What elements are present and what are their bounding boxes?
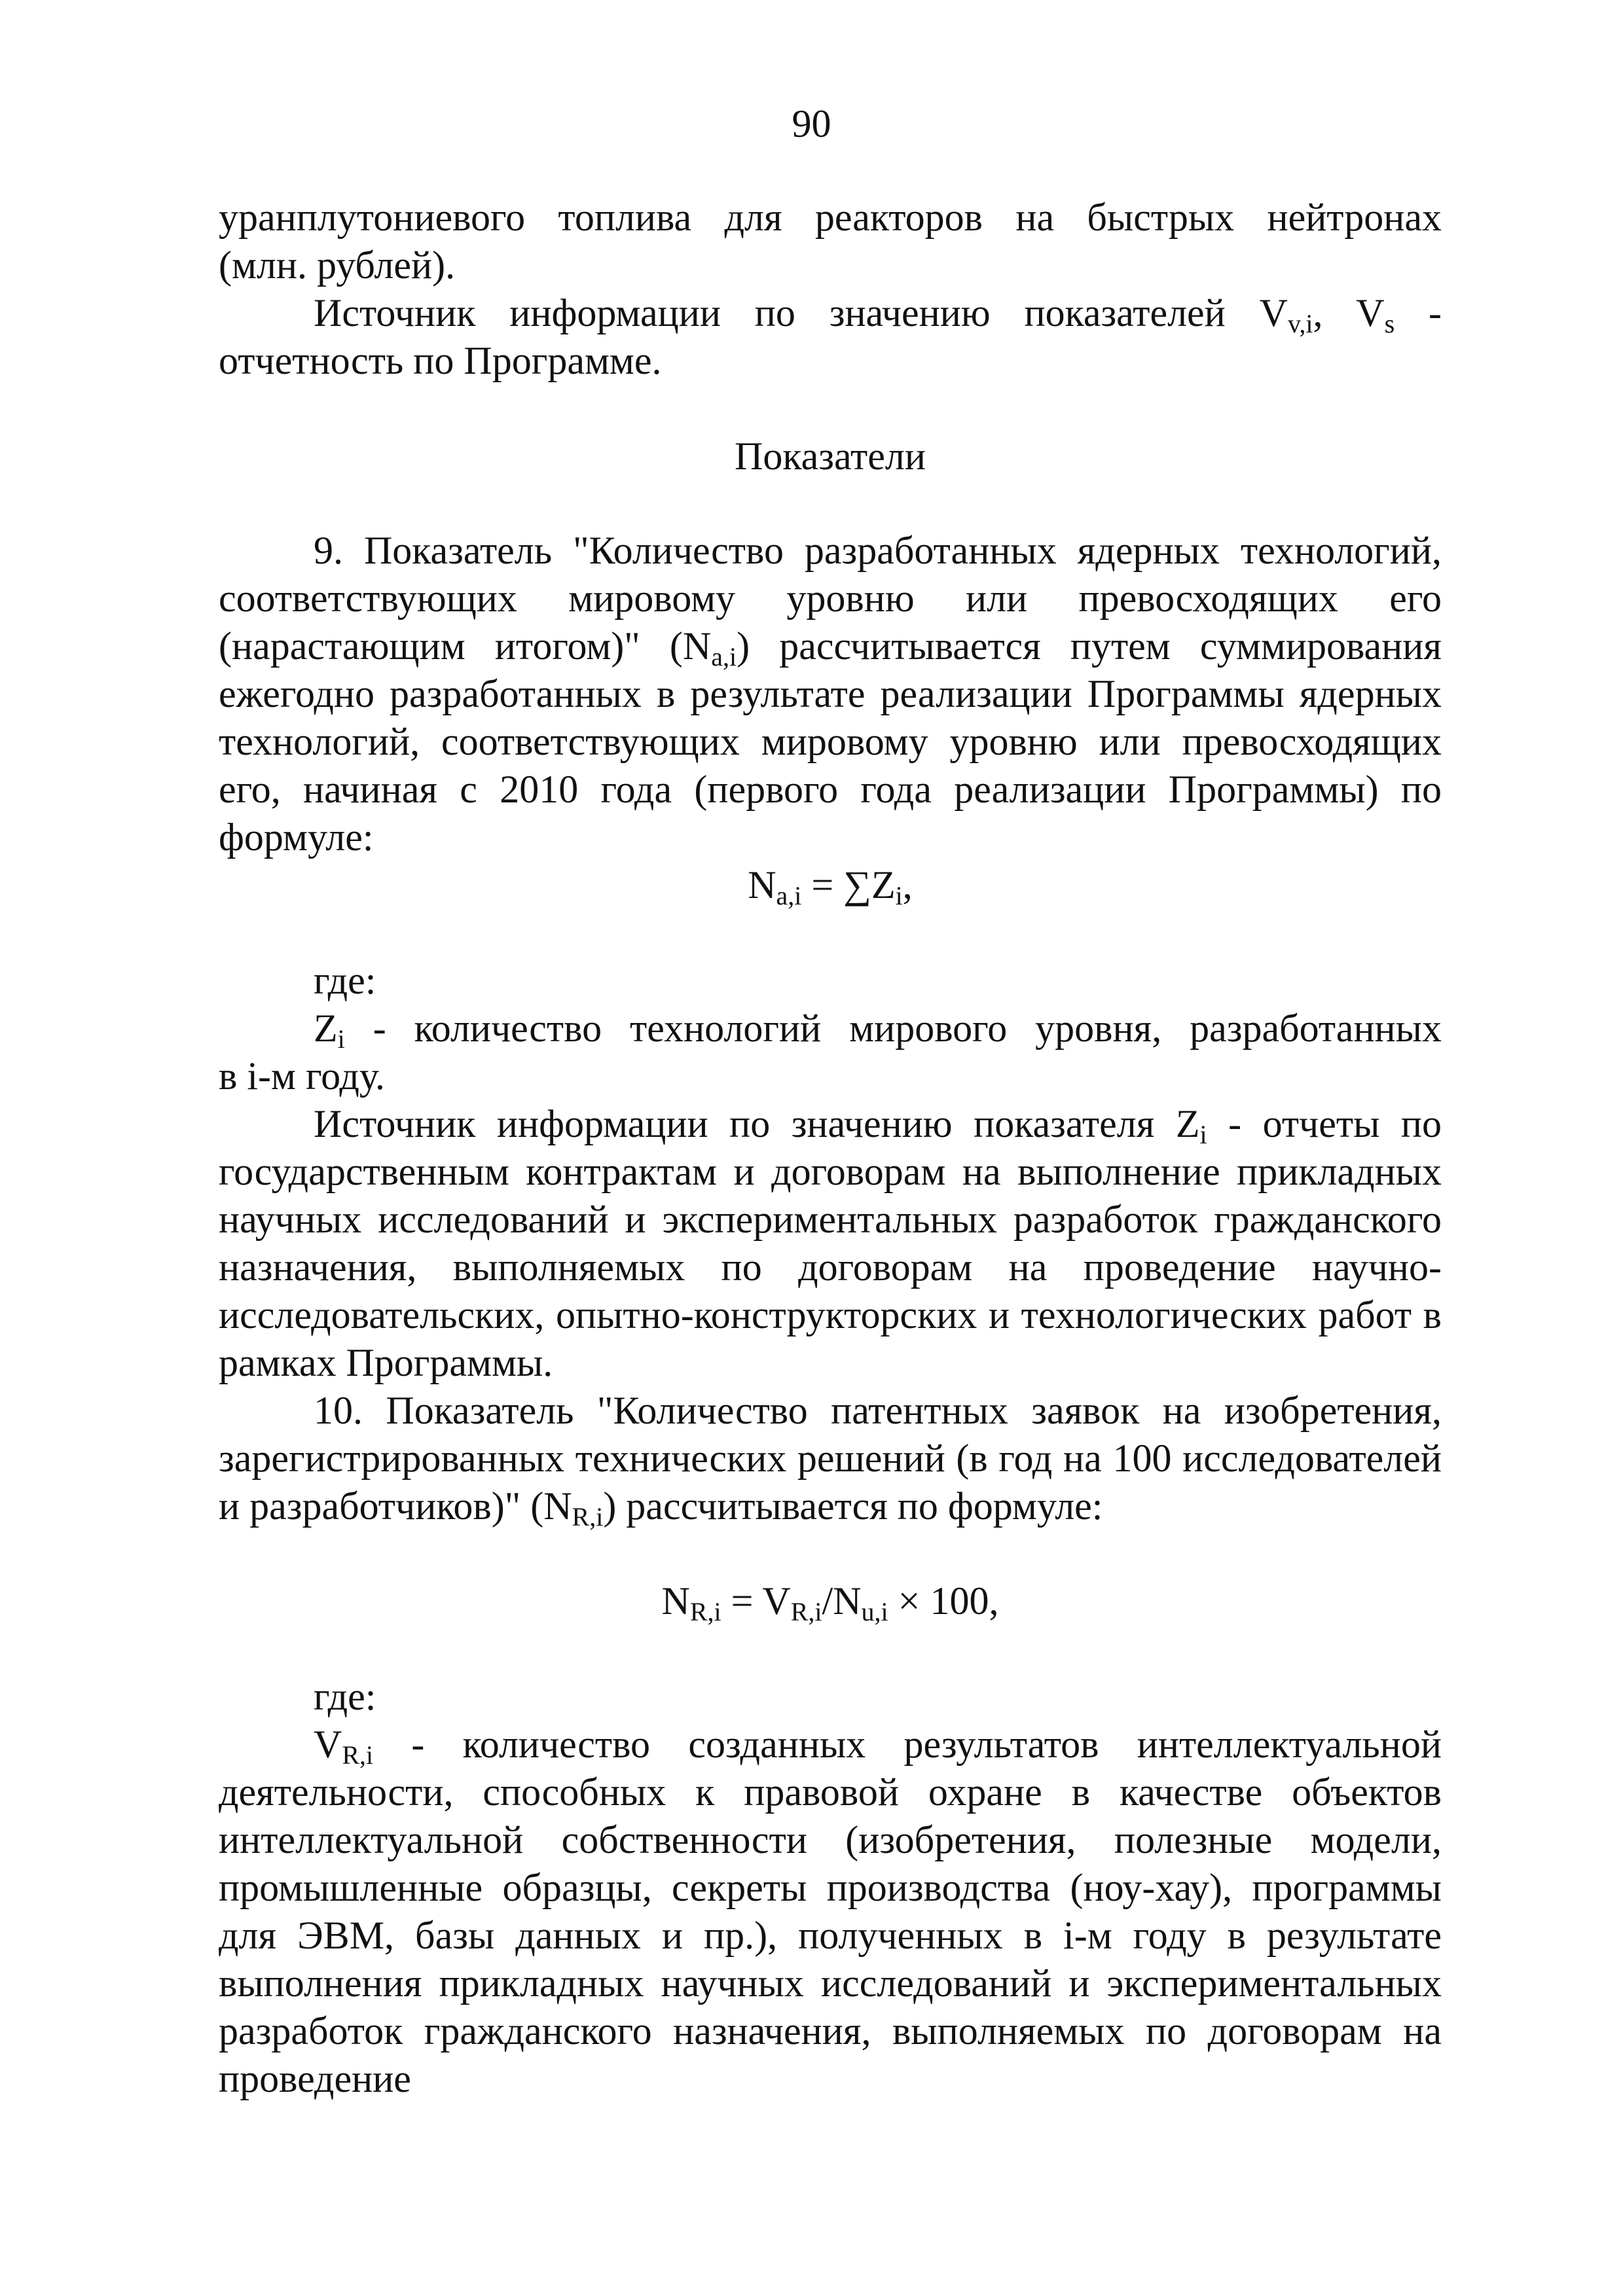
justified-line: уранплутониевого топлива для реакторов на быстрых нейтронах (219, 196, 1442, 239)
definition-z: $Z_i$ - количество технологий мирового уровня, разработанных в i-м году. (219, 1005, 1442, 1100)
paragraph-indicator-9: 9. Показатель "Количество разработанных ядерных технологий, соответствующих мировому уровню или превосходящих его (нарастающим итогом)" $(N_{a,i})$ рассчитывается путем суммирования ежегодно разработанных в результате реализации Программы ядерных технологий, соответствующих мировому уровню или превосходящих его, начиная с 2010 года (первого года реализации Программы) по формуле: (219, 529, 1442, 859)
paragraph-source-z: Источник информации по значению показателя $Z_i$ - отчеты по государственным контрактам и договорам на выполнение прикладных научных исследований и экспериментальных разработок гражданского назначения, выполняемых по договорам на проведение научно-исследовательских, опытно-конструкторских и технологических работ в рамках Программы. (219, 1102, 1442, 1384)
paragraph-continuation: уранплутониевого топлива для реакторов на быстрых нейтронах (млн. рублей). (219, 194, 1442, 289)
justified-line: $Z_i$ - количество технологий мирового уровня, разработанных (219, 1005, 1442, 1052)
definition-v: $V_{R,i}$ - количество созданных результатов интеллектуальной деятельности, способных к правовой охране в качестве объектов интеллектуальной собственности (изобретения, полезные модели, промышленные образцы, секреты производства (ноу-хау), программы для ЭВМ, базы данных и пр.), полученных в i-м году в результате выполнения прикладных научных исследований и экспериментальных разработок гражданского назначения, выполняемых по договорам на проведение (219, 1721, 1442, 2103)
where-label: где: (314, 959, 376, 1002)
where-label: где: (314, 1675, 376, 1718)
symbol-v: $V_{R,i}$ (314, 1723, 374, 1770)
symbol-z: $Z_i$ (314, 1007, 345, 1054)
formula-n-r-i: $N_{R,i} = V_{R,i}/N_{u,i} \times 100$, (661, 1579, 999, 1626)
justified-line: $V_{R,i}$ - количество созданных результатов интеллектуальной (219, 1721, 1442, 1768)
formula-n-a-i: $N_{a,i} = \sum Z_i$, (748, 863, 913, 910)
page-number: 90 (792, 102, 831, 145)
section-heading: Показатели (735, 435, 926, 478)
paragraph-indicator-10: 10. Показатель "Количество патентных заявок на изобретения, зарегистрированных технических решений (в год на 100 исследователей и разработчиков)" $(N_{R,i})$ рассчитывается по формуле: (219, 1389, 1442, 1532)
paragraph-source-vv: Источник информации по значению показателей $V_{v,i}$, $V_s$ - отчетность по Программе. (219, 291, 1442, 382)
